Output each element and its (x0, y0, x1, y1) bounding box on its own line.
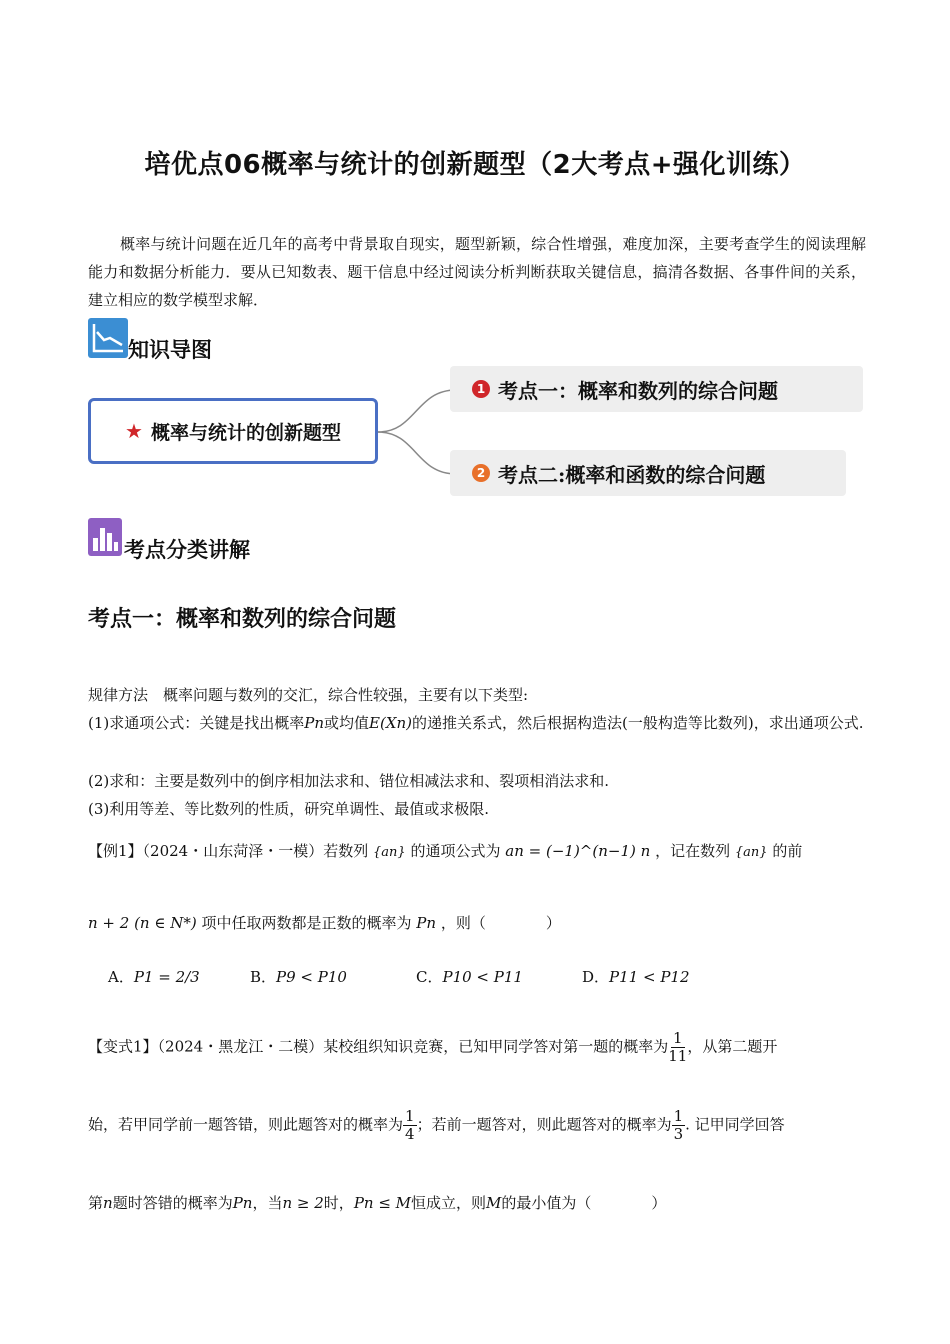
variant1-text: 第 (88, 1194, 104, 1212)
example1-text: 的通项公式为 (410, 842, 501, 860)
option-a[interactable] (108, 966, 200, 987)
example1-text: ，则（ ） (440, 914, 561, 932)
variant1-text: ，从第二题开 (687, 1037, 778, 1056)
math-n: n (103, 1194, 113, 1212)
method-item-1 (88, 710, 866, 736)
variant1-text: 恒成立，则 (411, 1194, 487, 1212)
frac-num: 1 (405, 1107, 415, 1125)
math-an-set: {an} (373, 845, 406, 860)
option-d[interactable] (582, 966, 690, 987)
kaodian1-title: 考点一：概率和数列的综合问题 (88, 607, 397, 632)
page-title: 培优点06概率与统计的创新题型（2大考点+强化训练） (144, 150, 806, 180)
intro-paragraph: 概率与统计问题在近几年的高考中背景取自现实，题型新颖，综合性增强，难度加深，主要考查学生的阅读理解能力和数据分析能力．要从已知数表、题干信息中经过阅读分析判断获取关键信息，搞清各数据、各事件间的关系，建立相应的数学模型求解． (88, 235, 866, 309)
math-Pn: Pn (416, 914, 437, 932)
variant1-text: 题时答错的概率为 (112, 1194, 233, 1212)
method-item-2: (2)求和：主要是数列中的倒序相加法求和、错位相减法求和、裂项相消法求和. (88, 772, 610, 790)
frac-num: 1 (673, 1029, 683, 1047)
mindmap-node-1 (450, 366, 863, 412)
option-formula: P11 < P12 (609, 968, 690, 986)
frac-den: 3 (673, 1125, 684, 1143)
frac-num: 1 (673, 1107, 684, 1125)
fraction-1-4 (403, 1108, 417, 1143)
math-formula: an = (−1)^(n−1) n (505, 842, 651, 860)
variant1-text: ；若前一题答对，则此题答对的概率为 (416, 1115, 672, 1134)
mindmap-node-2 (450, 450, 846, 496)
example1-line2 (88, 910, 866, 936)
math-Pn-le-M: Pn ≤ M (353, 1194, 412, 1212)
option-letter: D． (582, 968, 610, 986)
math-an: an (381, 845, 398, 860)
mindmap-root-label: 概率与统计的创新题型 (150, 421, 341, 444)
example1-text: ，记在数列 (655, 842, 731, 860)
mindmap-heading: 知识导图 (128, 338, 212, 362)
math-Pn: Pn (232, 1194, 253, 1212)
example1-text: 【例1】（2024・山东菏泽・一模）若数列 (88, 842, 369, 860)
fraction-1-3 (672, 1108, 686, 1143)
method-item-3: (3)利用等差、等比数列的性质，研究单调性、最值或求极限. (88, 800, 490, 818)
number-badge-1: 1 (472, 380, 490, 398)
option-letter: A． (108, 968, 134, 986)
variant1-line1 (88, 1030, 868, 1065)
option-c[interactable] (416, 966, 523, 987)
example1-line1 (88, 838, 888, 866)
frac-den: 11 (668, 1047, 688, 1065)
variant1-text: . 记甲同学回答 (685, 1115, 785, 1134)
option-formula: P10 < P11 (442, 968, 523, 986)
frac-den: 4 (405, 1125, 415, 1143)
math-nrange: n + 2 (n ∈ N*) (88, 914, 197, 932)
variant1-text: 【变式1】（2024・黑龙江・二模）某校组织知识竞赛，已知甲同学答对第一题的概率为 (88, 1037, 669, 1056)
mindmap-node-label: 考点一：概率和数列的综合问题 (498, 378, 778, 403)
math-EXn: E(Xn) (369, 714, 413, 732)
math-Pn: Pn (304, 714, 325, 732)
option-b[interactable] (250, 966, 347, 987)
variant1-line2 (88, 1108, 868, 1143)
option-letter: C． (416, 968, 443, 986)
fraction-1-11 (668, 1030, 687, 1065)
method-line: 规律方法 概率问题与数列的交汇，综合性较强，主要有以下类型: (88, 686, 529, 704)
item1-text: 的递推关系式，然后根据构造法(一般构造等比数列)，求出通项公式. (412, 714, 864, 732)
item1-text: 或均值 (324, 714, 370, 732)
star-icon: ★ (125, 419, 143, 443)
option-letter: B． (250, 968, 277, 986)
topics-heading: 考点分类讲解 (124, 538, 250, 562)
mindmap-node-label: 考点二:概率和函数的综合问题 (498, 462, 766, 487)
number-badge-2: 2 (472, 464, 490, 482)
math-n-ge-2: n ≥ 2 (282, 1194, 324, 1212)
variant1-line3 (88, 1190, 868, 1216)
option-formula: P1 = 2/3 (133, 968, 200, 986)
math-an: an (743, 845, 760, 860)
bar-chart-icon (88, 518, 122, 556)
math-an-set: {an} (734, 845, 768, 860)
variant1-text: 始，若甲同学前一题答错，则此题答对的概率为 (88, 1115, 404, 1134)
variant1-text: 时， (323, 1194, 354, 1212)
math-M: M (486, 1194, 502, 1212)
example1-text: 项中任取两数都是正数的概率为 (201, 914, 412, 932)
example1-text: 的前 (772, 842, 803, 860)
variant1-text: 的最小值为（ ） (501, 1194, 667, 1212)
item1-text: (1)求通项公式：关键是找出概率 (88, 714, 305, 732)
chart-line-icon (88, 318, 128, 358)
variant1-text: ，当 (252, 1194, 283, 1212)
mindmap-root (88, 398, 378, 464)
option-formula: P9 < P10 (276, 968, 347, 986)
